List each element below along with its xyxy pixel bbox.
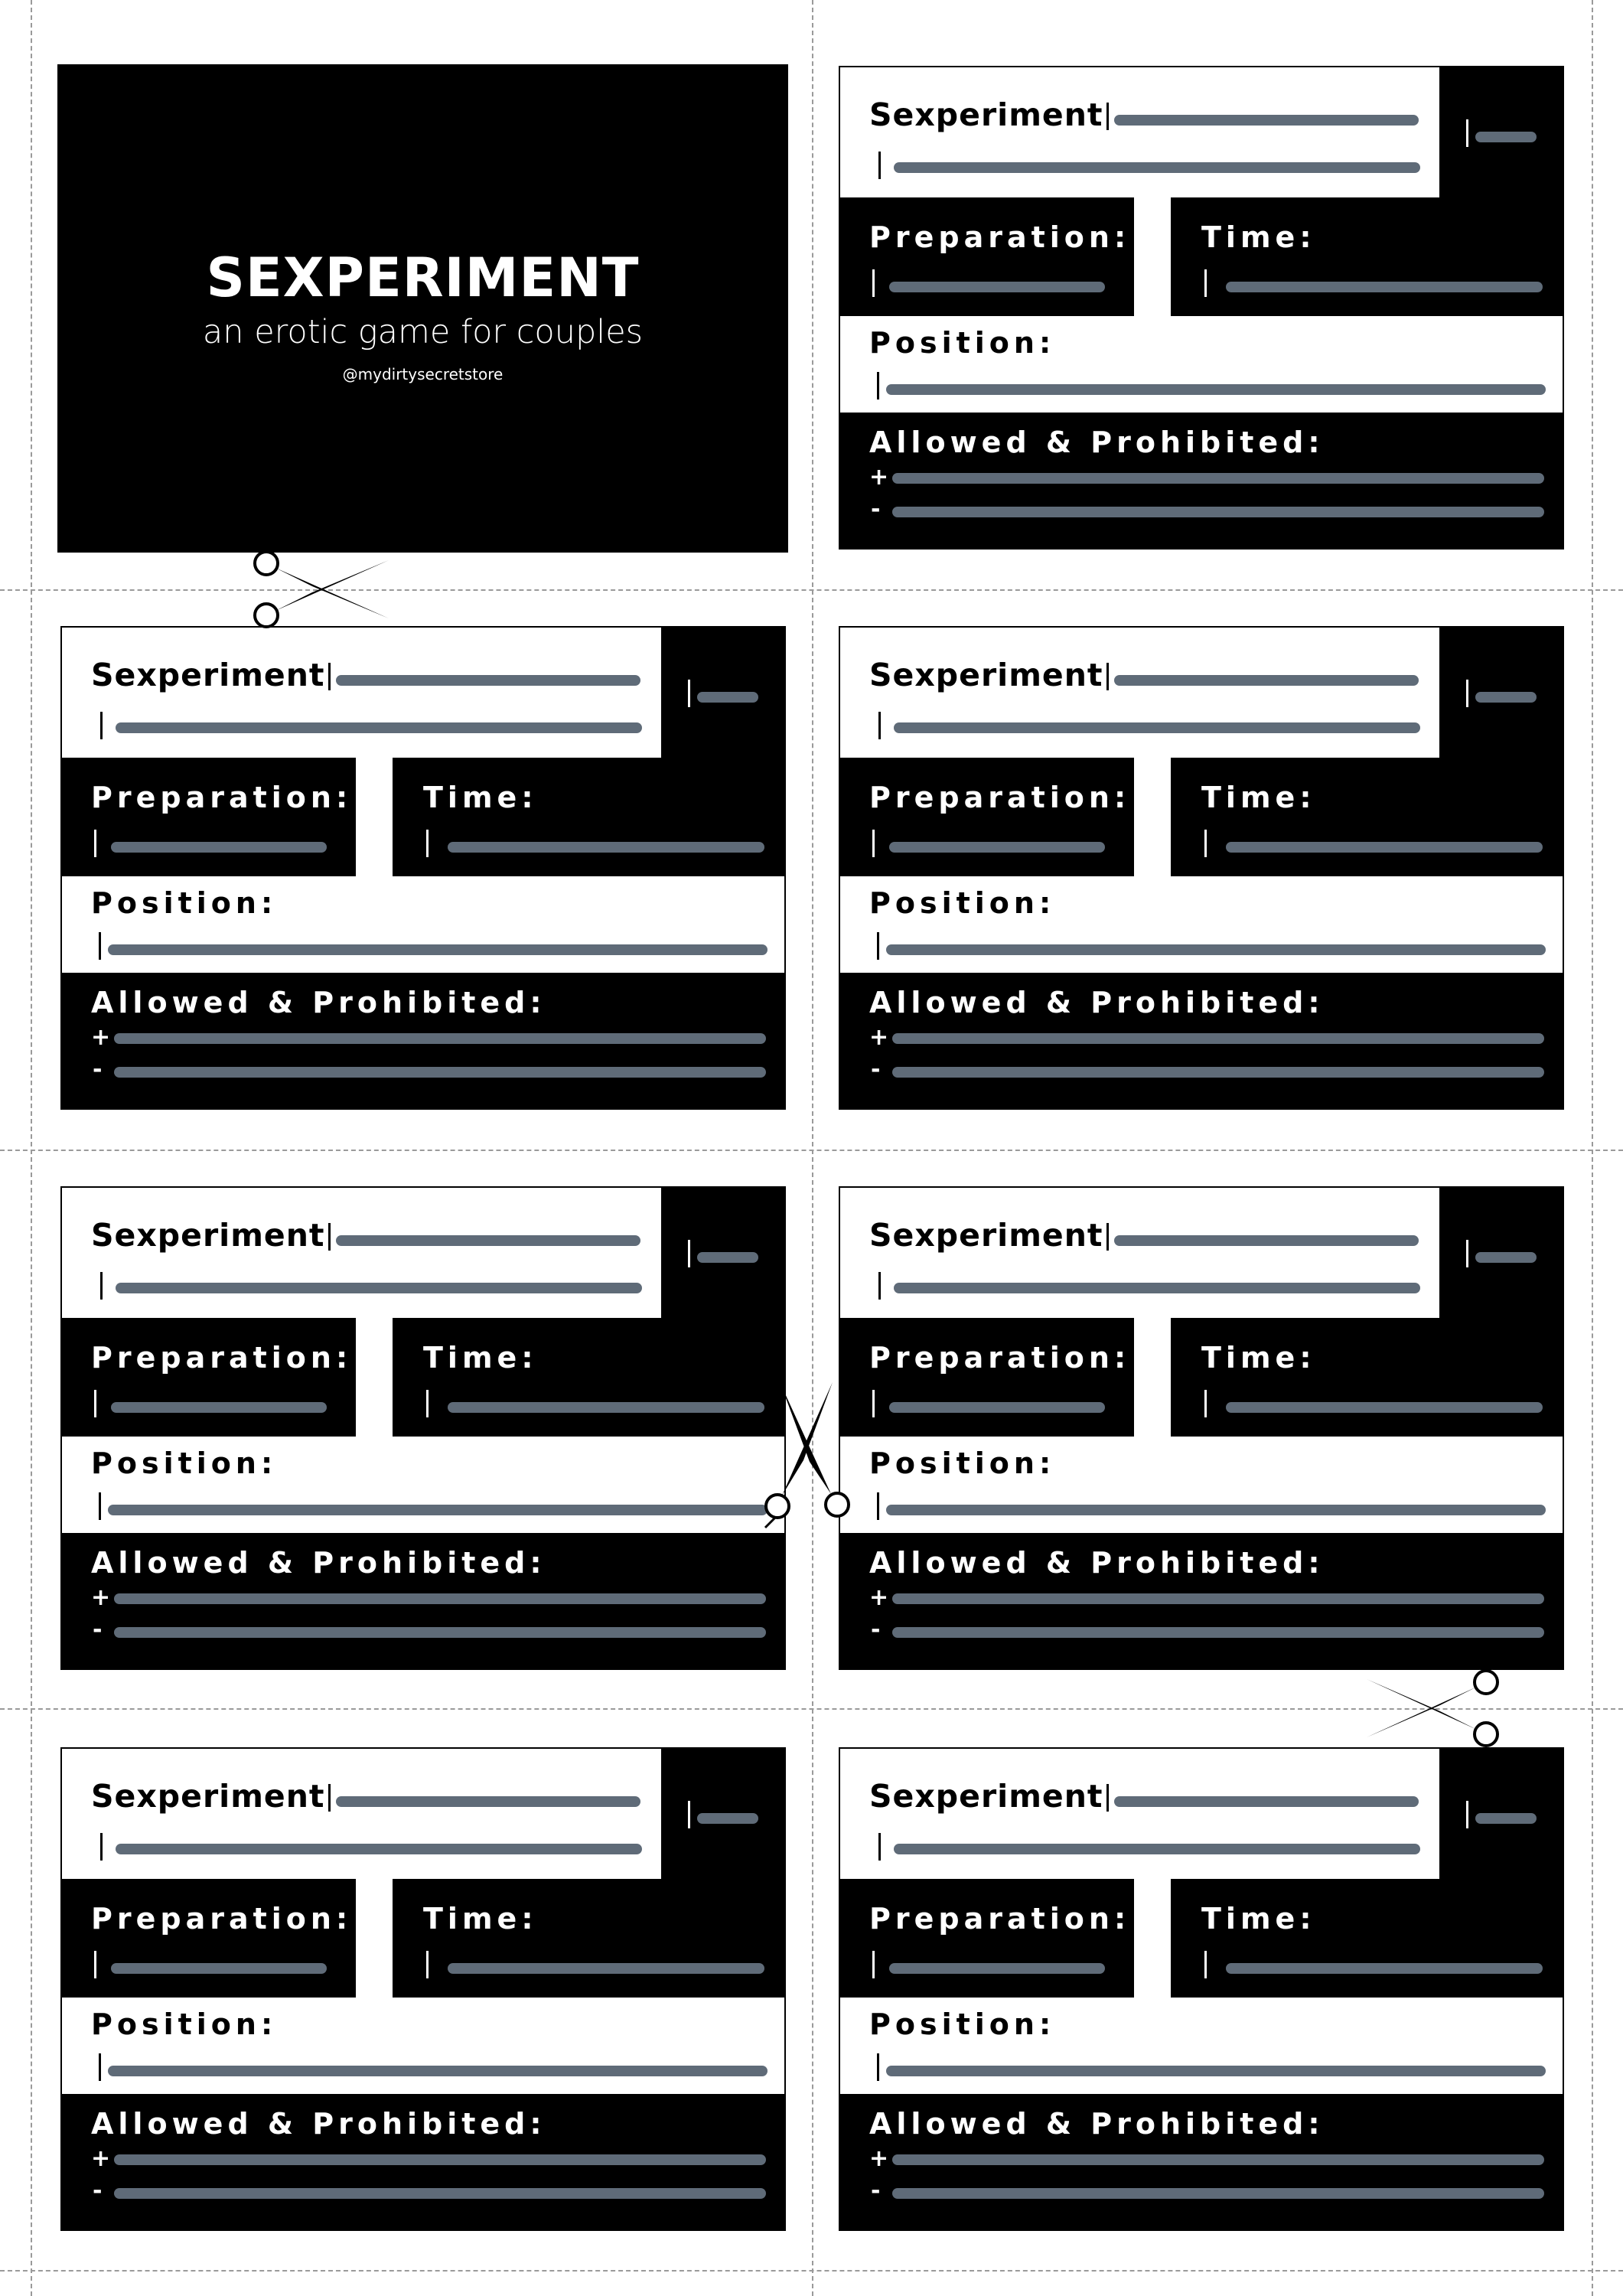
cut-line-vertical: [31, 0, 32, 2296]
time-label: Time:: [1201, 220, 1316, 254]
prohibited-blank-line[interactable]: [114, 2188, 766, 2199]
title-blank-line-2[interactable]: [894, 1283, 1420, 1293]
blank-cursor: [100, 1272, 103, 1300]
allowed-prohibited-label: Allowed & Prohibited:: [869, 426, 1325, 459]
allowed-blank-line[interactable]: [892, 1033, 1544, 1044]
blank-cursor: [1466, 1801, 1468, 1828]
preparation-label: Preparation:: [869, 1341, 1131, 1375]
time-blank-line[interactable]: [448, 1963, 764, 1974]
title-blank-line-2[interactable]: [116, 1844, 642, 1854]
prohibited-blank-line[interactable]: [892, 1627, 1544, 1638]
card-title: Sexperiment: [869, 1778, 1103, 1815]
position-blank-line[interactable]: [108, 944, 768, 955]
minus-sign: -: [871, 496, 881, 523]
blank-cursor: [1466, 119, 1468, 147]
title-blank-line-2[interactable]: [894, 162, 1420, 173]
allowed-blank-line[interactable]: [892, 1593, 1544, 1604]
allowed-prohibited-label: Allowed & Prohibited:: [869, 986, 1325, 1019]
blank-cursor: [328, 1223, 331, 1251]
blank-cursor: [688, 680, 690, 707]
title-blank-line[interactable]: [336, 1235, 640, 1246]
blank-cursor: [99, 932, 101, 960]
blank-cursor: [1466, 1240, 1468, 1267]
scissors-icon: [243, 545, 396, 635]
experiment-card: [839, 66, 1564, 550]
blank-cursor: [94, 1951, 96, 1978]
plus-sign: +: [869, 1024, 889, 1051]
panel-divider: [1134, 1318, 1171, 1437]
experiment-card: [839, 626, 1564, 1110]
blank-cursor: [1106, 103, 1109, 130]
blank-cursor: [426, 1951, 429, 1978]
title-blank-line-2[interactable]: [116, 722, 642, 733]
position-label: Position:: [91, 2007, 278, 2041]
preparation-label: Preparation:: [91, 781, 353, 814]
panel-divider: [1134, 197, 1171, 316]
preparation-blank-line[interactable]: [889, 842, 1105, 853]
title-blank-line-2[interactable]: [894, 1844, 1420, 1854]
card-title: Sexperiment: [869, 657, 1103, 693]
position-blank-line[interactable]: [108, 1505, 768, 1515]
allowed-prohibited-label: Allowed & Prohibited:: [91, 1546, 546, 1580]
title-blank-line[interactable]: [1114, 1235, 1419, 1246]
time-blank-line[interactable]: [448, 1402, 764, 1413]
number-blank-line[interactable]: [1475, 1252, 1537, 1263]
blank-cursor: [872, 830, 875, 857]
experiment-card: [839, 1747, 1564, 2231]
number-blank-line[interactable]: [1475, 132, 1537, 142]
time-label: Time:: [423, 1341, 538, 1375]
number-blank-line[interactable]: [697, 1813, 758, 1824]
blank-cursor: [878, 1272, 881, 1300]
plus-sign: +: [91, 2145, 111, 2172]
position-blank-line[interactable]: [108, 2066, 768, 2076]
position-label: Position:: [869, 1446, 1056, 1480]
card-title: Sexperiment: [91, 1778, 325, 1815]
position-blank-line[interactable]: [886, 2066, 1546, 2076]
title-blank-line-2[interactable]: [116, 1283, 642, 1293]
blank-cursor: [100, 1833, 103, 1861]
plus-sign: +: [91, 1024, 111, 1051]
preparation-blank-line[interactable]: [889, 1963, 1105, 1974]
blank-cursor: [328, 1784, 331, 1812]
cover-title: SEXPERIMENT: [206, 246, 640, 309]
allowed-blank-line[interactable]: [114, 1033, 766, 1044]
plus-sign: +: [869, 1584, 889, 1611]
allowed-prohibited-label: Allowed & Prohibited:: [869, 2107, 1325, 2141]
blank-cursor: [1204, 1951, 1207, 1978]
blank-cursor: [877, 2053, 879, 2081]
blank-cursor: [94, 1390, 96, 1417]
blank-cursor: [878, 712, 881, 739]
cover-handle: @mydirtysecretstore: [342, 365, 504, 383]
blank-cursor: [1106, 1223, 1109, 1251]
panel-divider: [1134, 758, 1171, 876]
scissors-icon: [759, 1376, 851, 1529]
time-label: Time:: [1201, 1902, 1316, 1936]
experiment-card: [839, 1186, 1564, 1670]
time-blank-line[interactable]: [1226, 282, 1543, 292]
blank-cursor: [1204, 1390, 1207, 1417]
blank-cursor: [688, 1240, 690, 1267]
title-blank-line[interactable]: [336, 675, 640, 686]
time-label: Time:: [1201, 1341, 1316, 1375]
experiment-card: [60, 626, 786, 1110]
blank-cursor: [877, 372, 879, 400]
blank-cursor: [877, 932, 879, 960]
blank-cursor: [872, 269, 875, 297]
prohibited-blank-line[interactable]: [892, 507, 1544, 517]
position-label: Position:: [869, 886, 1056, 920]
plus-sign: +: [869, 464, 889, 491]
title-blank-line[interactable]: [336, 1796, 640, 1807]
preparation-label: Preparation:: [91, 1902, 353, 1936]
preparation-label: Preparation:: [869, 781, 1131, 814]
card-title: Sexperiment: [869, 96, 1103, 133]
time-blank-line[interactable]: [1226, 1963, 1543, 1974]
allowed-blank-line[interactable]: [114, 2154, 766, 2165]
time-label: Time:: [423, 781, 538, 814]
panel-divider: [1134, 1879, 1171, 1998]
blank-cursor: [1106, 1784, 1109, 1812]
blank-cursor: [426, 1390, 429, 1417]
preparation-blank-line[interactable]: [889, 282, 1105, 292]
cover-card: [57, 64, 788, 553]
number-blank-line[interactable]: [697, 1252, 758, 1263]
blank-cursor: [878, 1833, 881, 1861]
card-title: Sexperiment: [91, 1217, 325, 1254]
allowed-prohibited-label: Allowed & Prohibited:: [869, 1546, 1325, 1580]
experiment-card: [60, 1747, 786, 2231]
blank-cursor: [1204, 269, 1207, 297]
time-label: Time:: [423, 1902, 538, 1936]
prohibited-blank-line[interactable]: [892, 1067, 1544, 1078]
blank-cursor: [1466, 680, 1468, 707]
blank-cursor: [872, 1951, 875, 1978]
time-blank-line[interactable]: [448, 842, 764, 853]
prohibited-blank-line[interactable]: [114, 1067, 766, 1078]
allowed-blank-line[interactable]: [892, 2154, 1544, 2165]
prohibited-blank-line[interactable]: [114, 1627, 766, 1638]
cover-subtitle: an erotic game for couples: [202, 313, 644, 351]
blank-cursor: [99, 1492, 101, 1520]
position-blank-line[interactable]: [886, 384, 1546, 395]
title-blank-line-2[interactable]: [894, 722, 1420, 733]
time-label: Time:: [1201, 781, 1316, 814]
allowed-blank-line[interactable]: [114, 1593, 766, 1604]
cut-line-vertical: [812, 0, 813, 2296]
allowed-prohibited-label: Allowed & Prohibited:: [91, 2107, 546, 2141]
preparation-label: Preparation:: [91, 1341, 353, 1375]
cut-line-vertical: [1592, 0, 1593, 2296]
allowed-blank-line[interactable]: [892, 473, 1544, 484]
prohibited-blank-line[interactable]: [892, 2188, 1544, 2199]
card-title: Sexperiment: [91, 657, 325, 693]
time-blank-line[interactable]: [1226, 842, 1543, 853]
minus-sign: -: [93, 1616, 103, 1643]
panel-divider: [356, 1879, 393, 1998]
blank-cursor: [1204, 830, 1207, 857]
number-blank-line[interactable]: [1475, 1813, 1537, 1824]
preparation-label: Preparation:: [869, 220, 1131, 254]
minus-sign: -: [871, 1056, 881, 1083]
preparation-blank-line[interactable]: [111, 1963, 327, 1974]
minus-sign: -: [871, 2177, 881, 2204]
preparation-label: Preparation:: [869, 1902, 1131, 1936]
blank-cursor: [99, 2053, 101, 2081]
preparation-blank-line[interactable]: [111, 842, 327, 853]
allowed-prohibited-label: Allowed & Prohibited:: [91, 986, 546, 1019]
blank-cursor: [877, 1492, 879, 1520]
panel-divider: [356, 1318, 393, 1437]
title-blank-line[interactable]: [1114, 115, 1419, 126]
blank-cursor: [328, 663, 331, 690]
position-label: Position:: [91, 886, 278, 920]
blank-cursor: [426, 830, 429, 857]
position-blank-line[interactable]: [886, 944, 1546, 955]
number-blank-line[interactable]: [1475, 692, 1537, 703]
panel-divider: [356, 758, 393, 876]
blank-cursor: [100, 712, 103, 739]
position-label: Position:: [91, 1446, 278, 1480]
minus-sign: -: [93, 2177, 103, 2204]
experiment-card: [60, 1186, 786, 1670]
scissors-icon: [1364, 1664, 1509, 1754]
blank-cursor: [872, 1390, 875, 1417]
time-blank-line[interactable]: [1226, 1402, 1543, 1413]
position-blank-line[interactable]: [886, 1505, 1546, 1515]
position-label: Position:: [869, 326, 1056, 360]
preparation-blank-line[interactable]: [889, 1402, 1105, 1413]
minus-sign: -: [93, 1056, 103, 1083]
title-blank-line[interactable]: [1114, 1796, 1419, 1807]
card-title: Sexperiment: [869, 1217, 1103, 1254]
blank-cursor: [878, 152, 881, 179]
plus-sign: +: [869, 2145, 889, 2172]
blank-cursor: [688, 1801, 690, 1828]
minus-sign: -: [871, 1616, 881, 1643]
number-blank-line[interactable]: [697, 692, 758, 703]
blank-cursor: [1106, 663, 1109, 690]
preparation-blank-line[interactable]: [111, 1402, 327, 1413]
position-label: Position:: [869, 2007, 1056, 2041]
blank-cursor: [94, 830, 96, 857]
title-blank-line[interactable]: [1114, 675, 1419, 686]
plus-sign: +: [91, 1584, 111, 1611]
